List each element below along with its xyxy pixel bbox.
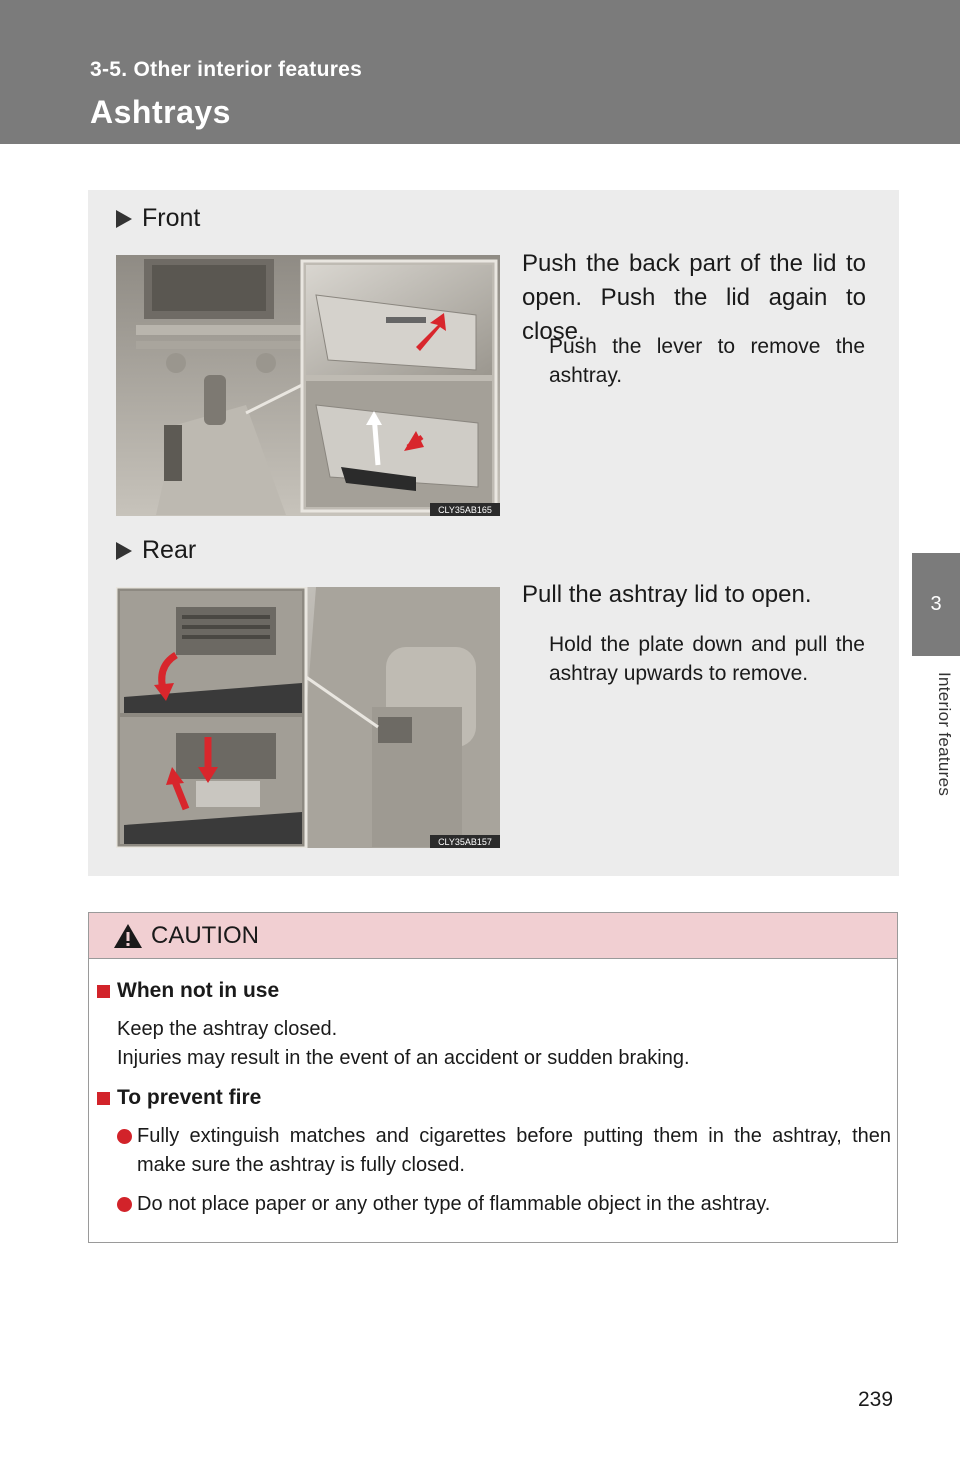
caution-bullet-text: Do not place paper or any other type of flammable object in the ashtray. [137, 1193, 771, 1215]
caution-heading-text: To prevent fire [117, 1086, 262, 1109]
front-heading-text: Front [142, 204, 201, 232]
chapter-label: Interior features [935, 672, 954, 797]
front-main-text: Push the back part of the lid to open. Push the lid again to close. [522, 250, 866, 345]
page-number: 239 [858, 1388, 894, 1411]
front-heading [116, 204, 200, 233]
caution-title: CAUTION [151, 921, 259, 949]
caution-box [88, 912, 898, 1243]
rear-image-code: CLY35AB157 [438, 837, 492, 847]
caution-bullet-text: Fully extinguish matches and cigarettes before putting them in the ashtray, then make sure the ashtray is fully closed. [137, 1125, 891, 1176]
section-title: 3-5. Other interior features [90, 58, 363, 81]
caution-line: Keep the ashtray closed. [117, 1018, 338, 1040]
rear-main-text: Pull the ashtray lid to open. [522, 581, 812, 608]
page-header [0, 0, 960, 144]
red-square-bullet-icon [97, 1092, 110, 1105]
front-image-code: CLY35AB165 [438, 505, 492, 515]
caution-line: Injuries may result in the event of an accident or sudden braking. [117, 1047, 690, 1069]
warning-triangle-icon [113, 922, 143, 950]
rear-heading [116, 536, 196, 565]
page-title: Ashtrays [90, 94, 231, 130]
caution-heading-not-in-use [97, 979, 279, 1003]
rear-ashtray-illustration [116, 587, 500, 848]
caution-heading-text: When not in use [117, 979, 280, 1002]
front-ashtray-illustration [116, 255, 500, 516]
red-dot-bullet-icon [117, 1197, 132, 1212]
rear-sub-text: Hold the plate down and pull the ashtray upwards to remove. [549, 633, 865, 685]
caution-header [89, 913, 897, 959]
caution-bullet [117, 1122, 891, 1180]
chapter-number: 3 [930, 593, 942, 615]
caution-heading-prevent-fire [97, 1086, 261, 1110]
triangle-bullet-icon [116, 210, 132, 228]
red-square-bullet-icon [97, 985, 110, 998]
rear-heading-text: Rear [142, 536, 197, 564]
chapter-tab[interactable] [912, 553, 960, 656]
front-sub-text: Push the lever to remove the ashtray. [549, 335, 865, 387]
red-dot-bullet-icon [117, 1129, 132, 1144]
triangle-bullet-icon [116, 542, 132, 560]
caution-bullet [117, 1190, 891, 1219]
